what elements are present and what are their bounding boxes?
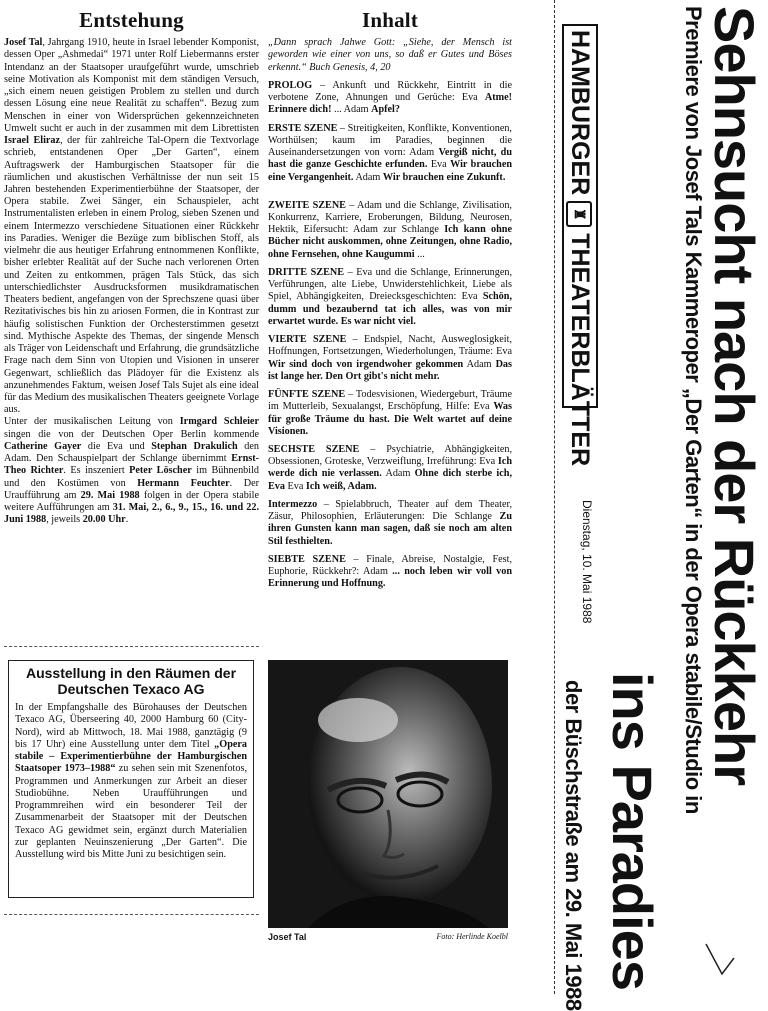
masthead-right: THEATERBLÄTTER <box>566 233 594 467</box>
scene-2-paragraph: ZWEITE SZENE – Adam und die Schlange, Zivilisation, Konkurrenz, Karriere, Eroberungen, Bildung, Neurosen, Hektik, Eifersucht: Adam zur Schlange Ich kann ohne Bücher nicht auskommen, ohne Zeitungen, ohne Radio, ohne Fernsehen, ohne Kaugummi ... <box>268 199 512 260</box>
divider <box>4 646 259 647</box>
arrow-mark-icon <box>700 940 740 980</box>
photo-caption <box>268 932 508 942</box>
column-rule <box>554 0 555 994</box>
headline-line-2: ins Paradies <box>601 672 664 990</box>
subheadline-line-1: Premiere von Josef Tals Kammeroper „Der Garten“ in der Opera stabile/Studio in <box>681 6 706 814</box>
prolog-paragraph: PROLOG – Ankunft und Rückkehr, Eintritt in die verbotene Zone, Ahnungen und Gerüche: Eva Atme! Erinnere dich! ... Adam Apfel? <box>268 79 512 116</box>
bible-quote: „Dann sprach Jahwe Gott: „Siehe, der Mensch ist geworden wie einer von uns, so daß er Gutes und Böses erkennt.“ Buch Genesis, 4, 20 <box>268 37 512 73</box>
scene-5-paragraph: FÜNFTE SZENE – Todesvisionen, Wiedergeburt, Träume im Mutterleib, Sexualangst, Erschöpfung, Hilfe: Eva Was für große Träume du hast. Die Welt wartet auf deine Visionen. <box>268 389 512 437</box>
scene-7-paragraph: SIEBTE SZENE – Finale, Abreise, Nostalgie, Fest, Euphorie, Rückkehr?: Adam ... noch leben wir voll von Erinnerung und Hoffnung. <box>268 553 513 590</box>
divider <box>4 914 259 915</box>
ausstellung-box <box>8 660 254 898</box>
headline-line-1: Sehnsucht nach der Rückkehr <box>703 6 766 786</box>
issue-date: Dienstag, 10. Mai 1988 <box>580 500 594 624</box>
caption-name: Josef Tal <box>268 932 307 942</box>
masthead <box>562 24 598 467</box>
caption-credit: Foto: Herlinde Koelbl <box>436 932 508 941</box>
scene-3-paragraph: DRITTE SZENE – Eva und die Schlange, Erinnerungen, Verführungen, alte Liebe, Unwiderstehlichkeit, Liebe als Spiel, Abhängigkeiten, Dreiecksgeschichten: Eva Schön, dumm und bezaubernd tat ich alles, was von mir erwartet wurde. Es war nicht viel. <box>268 266 512 327</box>
entstehung-text: Josef Tal, Jahrgang 1910, heute in Israel lebender Komponist, dessen Oper „Ashmedai“ 1971 unter Rolf Liebermanns erster Intendanz an der Staatsoper uraufgeführt wurde, umschrieb seine Motivation als Komponist mit dem ständigen Versuch, „sich einem neuen geistigen Problem zu stellen und durch dessen Lösung eine neue Realität zu schaffen“. Bezug zum Menschen in einer von Widersprüchen gekennzeichneten Umwelt sucht er auch in der zusammen mit dem Librettisten Israel Eliraz, der für zahlreiche Tal-Opern die Textvorlage schrieb, entstandenen Oper „Der Garten“, einem Auftragswerk der Hamburgischen Staatsoper für die räumlichen und akustischen Verhältnisse der nun seit 15 Jahren bestehenden Experimentierbühne der Staatsoper, der Opera stabile. Zwei Sänger, ein Schauspieler, acht Instrumentalisten erleben in einem Prolog, sieben Szenen und einem Intermezzo verschiedene Situationen einer Rückkehr ins Paradies. Weniger die Bezüge zum biblischen Stoff, als vielmehr die aus heutiger Erfahrung entnommenen Konflikte, bisher erlebter Realität auf der Suche nach verlorenen Orten und Zeiten zu entkommen, prägen Tals Stück, das sich unterschiedlichster Ausdrucksformen musikdramatischen Theaters bedient, angefangen von der Sprechszene quasi über Rezitativisches bis hin zu ariosen Formen, die in Kontrast zur häufig solistischen Funktion der Orchesterstimmen gesetzt sind. Mythische Aspekte des Themas, der singende Mensch als Träger von Leidenschaft und Erfahrung, die grundsätzliche Frage nach dem Sinn von Utopien und Visionen in unserer Gegenwart, schließlich das Plädoyer für die Existenz als anzunehmendes Faktum, weisen Josef Tals Sujet als eine ideal für das Medium des musikalischen Theaters geeignete Vorlage aus. Unter der musikalischen Leitung von Irmgard Schleier singen die von der Deutschen Oper Berlin kommende Catherine Gayer die Eva und Stephan Drakulich den Adam. Den Schauspielpart der Schlange übernimmt Ernst-Theo Richter. Es inszeniert Peter Löscher im Bühnenbild und den Kostümen von Hermann Feuchter. Der Uraufführung am 29. Mai 1988 folgen in der Opera stabile weitere Aufführungen am 31. Mai, 2., 6., 9., 15., 16. und 22. Juni 1988, jeweils 20.00 Uhr. <box>4 37 260 526</box>
subheadline-line-2: der Büschstraße am 29. Mai 1988 <box>561 680 586 1011</box>
entstehung-heading: Entstehung <box>79 8 184 32</box>
scene-6-paragraph: SECHSTE SZENE – Psychiatrie, Abhängigkeiten, Obsessionen, Groteske, Verzweiflung, Irreführung: Eva Ich werde dich nie verlassen. Adam Ohne dich sterbe ich, Eva Eva Ich weiß, Adam. <box>268 443 512 492</box>
masthead-left: HAMBURGER <box>566 30 594 196</box>
portrait-photo <box>268 660 508 928</box>
portrait-image <box>268 660 508 928</box>
entstehung-column <box>4 8 259 527</box>
intermezzo-paragraph: Intermezzo – Spielabbruch, Theater auf dem Theater, Zäsur, Philosophien, Erläuterungen: Die Schlange Zu ihren Gunsten kann man sagen, daß sie noch am alten Stil festhielten. <box>268 498 512 547</box>
scene-4-paragraph: VIERTE SZENE – Endspiel, Nacht, Ausweglosigkeit, Hoffnungen, Fortsetzungen, Wiederholungen, Träume: Eva Wir sind doch von irgendwoher gekommen Adam Das ist lange her. Den Ort gibt's nicht mehr. <box>268 334 512 382</box>
scene-1-paragraph: ERSTE SZENE – Streitigkeiten, Konflikte, Konventionen, Worthülsen; kaum im Paradies, beginnen die Auseinandersetzungen von vorn: Adam Vergiß nicht, du hast die ganze Geschichte erfunden. Eva Wir brauchen eine Vergangenheit. Adam Wir brauchen eine Zukunft. <box>268 122 513 183</box>
ausstellung-heading: Ausstellung in den Räumen der Deutschen Texaco AG <box>25 665 237 698</box>
ausstellung-text: In der Empfangshalle des Bürohauses der Deutschen Texaco AG, Überseering 40, 2000 Hamburg 60 (City-Nord), wird ab Mittwoch, 18. Mai 1988, ganztägig (9 bis 17 Uhr) eine Ausstellung unter dem Titel „Opera stabile – Experimentierbühne der Hamburgischen Staatsoper 1973–1988“ zu sehen sein mit Szenenfotos, Programmen und Anmerkungen zur Arbeit an dieser Studiobühne. Neben Uraufführungen und Programmreihen wird ein besonderer Teil der Zusammenarbeit der Staatsoper mit der Deutschen Texaco AG gewidmet sein, ergänzt durch Materialien zur geplanten Neuinszenierung „Der Garten“. Die Ausstellung wird bis Mitte Juni zu besichtigen sein. <box>15 702 247 860</box>
inhalt-column <box>268 8 512 597</box>
hamburg-crest-icon: ♜ <box>566 201 592 227</box>
inhalt-heading: Inhalt <box>361 8 419 32</box>
